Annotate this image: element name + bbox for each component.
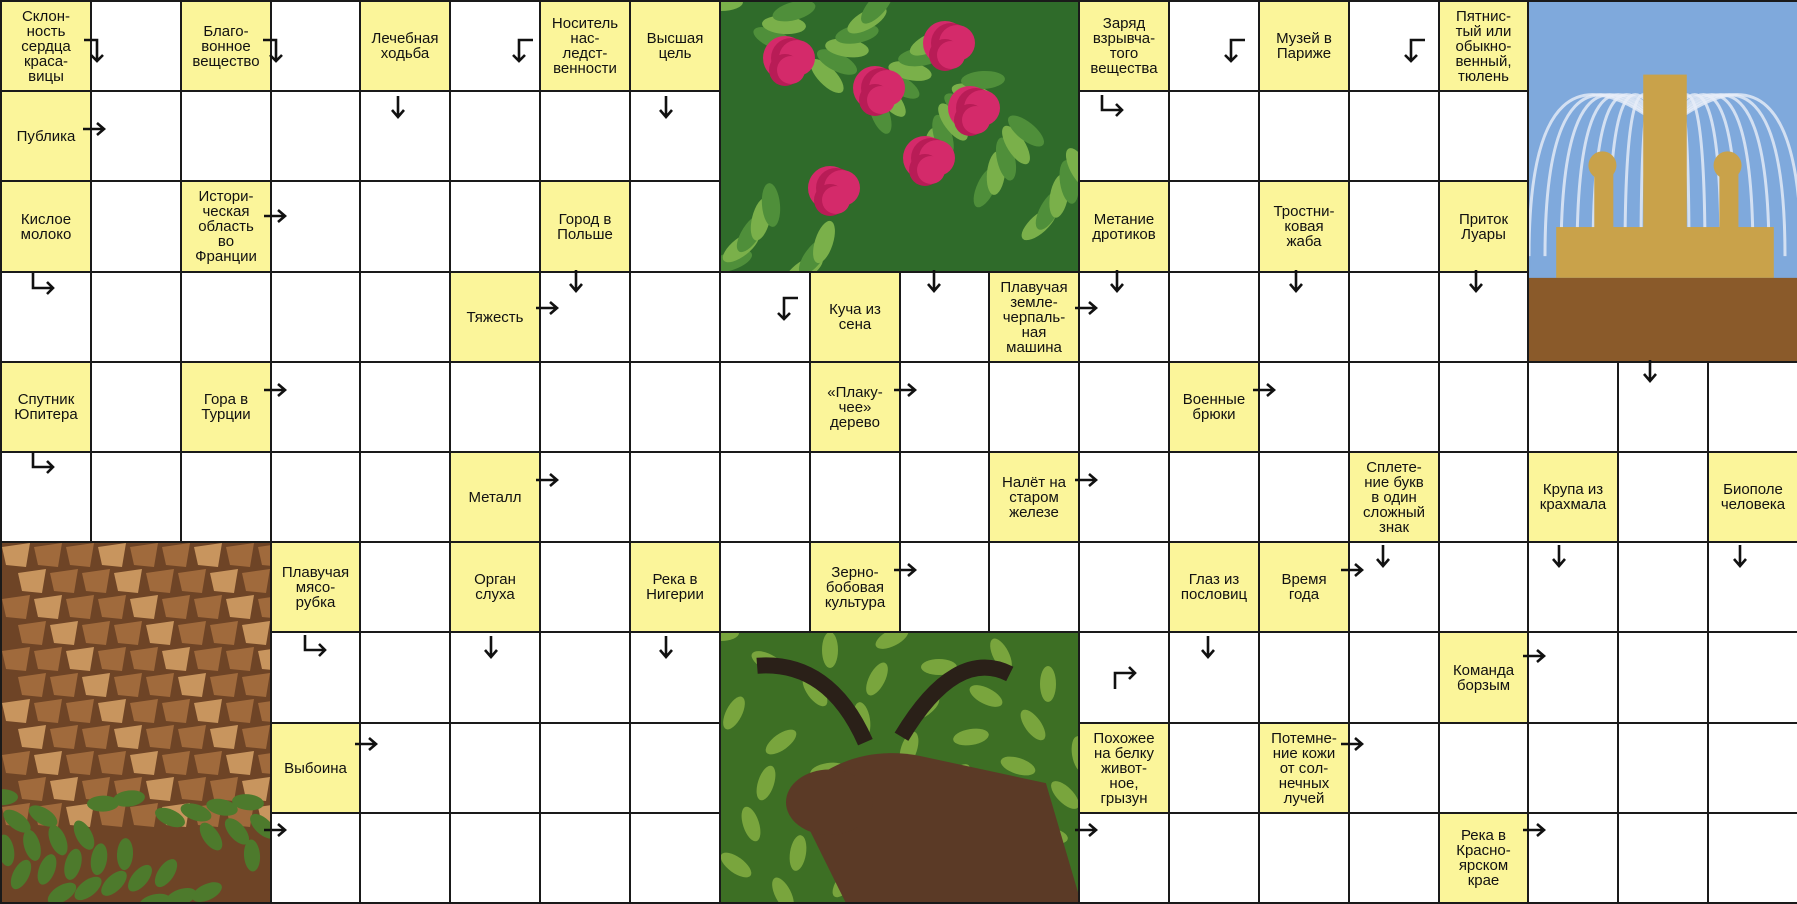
answer-cell[interactable] <box>539 451 631 543</box>
answer-cell[interactable] <box>1438 90 1529 182</box>
answer-cell[interactable] <box>719 541 811 633</box>
answer-cell[interactable] <box>180 90 272 182</box>
answer-cell[interactable] <box>629 812 721 904</box>
clue-cell: Река в Нигерии <box>629 541 721 633</box>
answer-cell[interactable] <box>1258 271 1350 363</box>
answer-cell[interactable] <box>719 271 811 363</box>
answer-cell[interactable] <box>449 812 541 904</box>
answer-cell[interactable] <box>1617 631 1709 724</box>
answer-cell[interactable] <box>1168 180 1260 273</box>
answer-cell[interactable] <box>1617 541 1709 633</box>
answer-cell[interactable] <box>90 90 182 182</box>
stacked-firewood-photo <box>0 541 272 904</box>
answer-cell[interactable] <box>539 90 631 182</box>
answer-cell[interactable] <box>1617 812 1709 904</box>
answer-cell[interactable] <box>1617 361 1709 453</box>
answer-cell[interactable] <box>1078 631 1170 724</box>
clue-cell: Лечебная ходьба <box>359 0 451 92</box>
clue-cell: Команда борзым <box>1438 631 1529 724</box>
answer-cell[interactable] <box>629 180 721 273</box>
answer-cell[interactable] <box>270 90 361 182</box>
answer-cell[interactable] <box>1348 180 1440 273</box>
answer-cell[interactable] <box>359 451 451 543</box>
answer-cell[interactable] <box>899 451 990 543</box>
moose-photo <box>719 631 1080 904</box>
clue-cell: Истори- ческая область во Франции <box>180 180 272 273</box>
clue-cell: Пятнис- тый или обыкно- венный, тюлень <box>1438 0 1529 92</box>
clue-cell: Город в Польше <box>539 180 631 273</box>
answer-cell[interactable] <box>1348 631 1440 724</box>
answer-cell[interactable] <box>539 541 631 633</box>
answer-cell[interactable] <box>1617 722 1709 814</box>
clue-cell: Крупа из крахмала <box>1527 451 1619 543</box>
clue-cell: Плавучая мясо- рубка <box>270 541 361 633</box>
answer-cell[interactable] <box>270 631 361 724</box>
clue-cell: Глаз из пословиц <box>1168 541 1260 633</box>
answer-cell[interactable] <box>1707 541 1797 633</box>
answer-cell[interactable] <box>359 722 451 814</box>
answer-cell[interactable] <box>539 812 631 904</box>
answer-cell[interactable] <box>0 271 92 363</box>
answer-cell[interactable] <box>1707 722 1797 814</box>
clue-cell: Благо- вонное вещество <box>180 0 272 92</box>
answer-cell[interactable] <box>359 90 451 182</box>
clue-cell: Приток Луары <box>1438 180 1529 273</box>
answer-cell[interactable] <box>899 361 990 453</box>
answer-cell[interactable] <box>90 361 182 453</box>
answer-cell[interactable] <box>629 90 721 182</box>
answer-cell[interactable] <box>1348 90 1440 182</box>
answer-cell[interactable] <box>359 180 451 273</box>
answer-cell[interactable] <box>1438 451 1529 543</box>
answer-cell[interactable] <box>1078 812 1170 904</box>
answer-cell[interactable] <box>0 451 92 543</box>
answer-cell[interactable] <box>1348 0 1440 92</box>
answer-cell[interactable] <box>1078 90 1170 182</box>
answer-cell[interactable] <box>809 451 901 543</box>
answer-cell[interactable] <box>1527 722 1619 814</box>
clue-cell: Военные брюки <box>1168 361 1260 453</box>
answer-cell[interactable] <box>1078 451 1170 543</box>
answer-cell[interactable] <box>1168 722 1260 814</box>
answer-cell[interactable] <box>1168 0 1260 92</box>
answer-cell[interactable] <box>449 0 541 92</box>
answer-cell[interactable] <box>1348 722 1440 814</box>
answer-cell[interactable] <box>1707 361 1797 453</box>
answer-cell[interactable] <box>1348 812 1440 904</box>
clue-cell: Металл <box>449 451 541 543</box>
answer-cell[interactable] <box>1258 812 1350 904</box>
answer-cell[interactable] <box>1078 361 1170 453</box>
answer-cell[interactable] <box>359 271 451 363</box>
answer-cell[interactable] <box>1168 631 1260 724</box>
clue-cell: Биополе человека <box>1707 451 1797 543</box>
answer-cell[interactable] <box>449 90 541 182</box>
answer-cell[interactable] <box>1168 451 1260 543</box>
answer-cell[interactable] <box>1527 361 1619 453</box>
clue-cell: Музей в Париже <box>1258 0 1350 92</box>
clue-cell: Сплете- ние букв в один сложный знак <box>1348 451 1440 543</box>
answer-cell[interactable] <box>629 631 721 724</box>
answer-cell[interactable] <box>1438 271 1529 363</box>
answer-cell[interactable] <box>1438 541 1529 633</box>
answer-cell[interactable] <box>270 180 361 273</box>
answer-cell[interactable] <box>449 722 541 814</box>
clue-cell: Высшая цель <box>629 0 721 92</box>
answer-cell[interactable] <box>1527 631 1619 724</box>
clue-cell: Гора в Турции <box>180 361 272 453</box>
clue-cell: Публика <box>0 90 92 182</box>
answer-cell[interactable] <box>1078 271 1170 363</box>
answer-cell[interactable] <box>1078 541 1170 633</box>
answer-cell[interactable] <box>1438 722 1529 814</box>
clue-cell: Склон- ность сердца краса- вицы <box>0 0 92 92</box>
answer-cell[interactable] <box>1258 90 1350 182</box>
answer-cell[interactable] <box>1258 361 1350 453</box>
clue-cell: Зерно- бобовая культура <box>809 541 901 633</box>
clue-cell: Время года <box>1258 541 1350 633</box>
clue-cell: Выбоина <box>270 722 361 814</box>
answer-cell[interactable] <box>899 271 990 363</box>
answer-cell[interactable] <box>1527 812 1619 904</box>
answer-cell[interactable] <box>90 0 182 92</box>
answer-cell[interactable] <box>719 451 811 543</box>
answer-cell[interactable] <box>629 451 721 543</box>
answer-cell[interactable] <box>539 722 631 814</box>
clue-cell: Похожее на белку живот- ное, грызун <box>1078 722 1170 814</box>
answer-cell[interactable] <box>359 361 451 453</box>
answer-cell[interactable] <box>180 271 272 363</box>
answer-cell[interactable] <box>1527 541 1619 633</box>
clue-cell: Плавучая земле- черпаль- ная машина <box>988 271 1080 363</box>
answer-cell[interactable] <box>1707 631 1797 724</box>
answer-cell[interactable] <box>359 541 451 633</box>
answer-cell[interactable] <box>449 631 541 724</box>
answer-cell[interactable] <box>1438 361 1529 453</box>
answer-cell[interactable] <box>539 361 631 453</box>
answer-cell[interactable] <box>629 361 721 453</box>
clue-cell: Куча из сена <box>809 271 901 363</box>
clue-cell: «Плаку- чее» дерево <box>809 361 901 453</box>
answer-cell[interactable] <box>270 0 361 92</box>
answer-cell[interactable] <box>988 541 1080 633</box>
clue-cell: Река в Красно- ярском крае <box>1438 812 1529 904</box>
clue-cell: Тростни- ковая жаба <box>1258 180 1350 273</box>
answer-cell[interactable] <box>449 361 541 453</box>
clue-cell: Носитель нас- ледст- венности <box>539 0 631 92</box>
clue-cell: Потемне- ние кожи от сол- нечных лучей <box>1258 722 1350 814</box>
clue-cell: Кислое молоко <box>0 180 92 273</box>
answer-cell[interactable] <box>1348 271 1440 363</box>
answer-cell[interactable] <box>270 451 361 543</box>
answer-cell[interactable] <box>899 541 990 633</box>
clue-cell: Спутник Юпитера <box>0 361 92 453</box>
answer-cell[interactable] <box>1617 451 1709 543</box>
clue-cell: Заряд взрывча- того вещества <box>1078 0 1170 92</box>
answer-cell[interactable] <box>1348 541 1440 633</box>
answer-cell[interactable] <box>90 271 182 363</box>
clue-cell: Орган слуха <box>449 541 541 633</box>
answer-cell[interactable] <box>1258 451 1350 543</box>
answer-cell[interactable] <box>719 361 811 453</box>
answer-cell[interactable] <box>1168 812 1260 904</box>
answer-cell[interactable] <box>359 812 451 904</box>
clue-cell: Тяжесть <box>449 271 541 363</box>
answer-cell[interactable] <box>90 451 182 543</box>
answer-cell[interactable] <box>180 451 272 543</box>
answer-cell[interactable] <box>270 361 361 453</box>
answer-cell[interactable] <box>270 271 361 363</box>
peony-flowers-photo <box>719 0 1080 273</box>
answer-cell[interactable] <box>539 271 631 363</box>
answer-cell[interactable] <box>629 722 721 814</box>
answer-cell[interactable] <box>1707 812 1797 904</box>
answer-cell[interactable] <box>629 271 721 363</box>
answer-cell[interactable] <box>1168 271 1260 363</box>
clue-cell: Метание дротиков <box>1078 180 1170 273</box>
answer-cell[interactable] <box>449 180 541 273</box>
answer-cell[interactable] <box>270 812 361 904</box>
answer-cell[interactable] <box>1348 361 1440 453</box>
answer-cell[interactable] <box>1258 631 1350 724</box>
golden-fountain-photo <box>1527 0 1797 363</box>
answer-cell[interactable] <box>90 180 182 273</box>
answer-cell[interactable] <box>988 361 1080 453</box>
answer-cell[interactable] <box>359 631 451 724</box>
clue-cell: Налёт на старом железе <box>988 451 1080 543</box>
answer-cell[interactable] <box>1168 90 1260 182</box>
answer-cell[interactable] <box>539 631 631 724</box>
